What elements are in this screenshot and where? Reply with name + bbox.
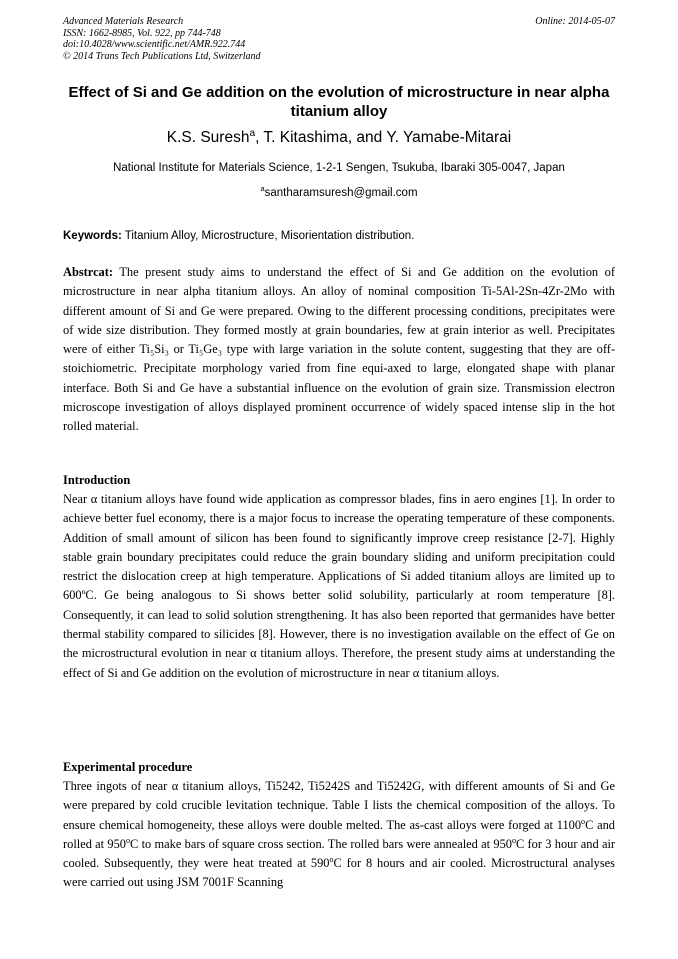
author-1: K.S. Suresh [166, 129, 250, 146]
journal-copyright: © 2014 Trans Tech Publications Ltd, Switzerland [63, 50, 261, 62]
degree-mark: o [511, 835, 516, 845]
author-email [40, 186, 638, 200]
paper-title: Effect of Si and Ge addition on the evolution of microstructure in near alpha titanium alloy [68, 84, 610, 120]
exp-part-2: C and rolled at 950 [63, 817, 615, 851]
exp-part-1: Three ingots of near α titanium alloys, Ti5242, Ti5242S and Ti5242G, with different amounts of Si and Ge were prepared by cold crucible levitation technique. Table I lists the chemical composition of the alloys. To ensure chemical homogeneity, these alloys were double melted. The as-cast alloys were forged at 1100 [63, 779, 615, 832]
experimental-heading: Experimental procedure [63, 760, 193, 774]
degree-mark: o [329, 855, 334, 865]
abstract [63, 263, 615, 437]
exp-part-5: C for 8 hours and air cooled. Microstructural analyses were carried out using JSM 7001F Scanning [63, 856, 615, 890]
author-1-affil-mark: a [249, 127, 256, 139]
keywords-label: Keywords: [63, 230, 122, 242]
degree-mark: o [126, 835, 131, 845]
affiliation: National Institute for Materials Science, 1-2-1 Sengen, Tsukuba, Ibaraki 305-0047, Japan [113, 162, 565, 174]
author-others: , T. Kitashima, and Y. Yamabe-Mitarai [255, 129, 512, 146]
introduction-text: Near α titanium alloys have found wide application as compressor blades, fins in aero engines [1]. In order to achieve better fuel economy, there is a major focus to increase the operating temperature of these components. Addition of small amount of silicon has been found to significantly improve creep resistance [2-7]. Highly stable grain boundary precipitates could reduce the grain boundary sliding and uniform precipitation could restrict the dislocation creep at high temperature. Applications of Si added titanium alloys are limited up to 600ºC. Ge being analogous to Si shows better solid solubility, particularly at room temperature [8]. Consequently, it can lead to solid solution strengthening. It has also been reported that germanides have better thermal stability compared to silicides [8]. However, there is no investigation available on the effect of Ge on the microstructural evolution in near α titanium alloys. Therefore, the present study aims at understanding the effect of Si and Ge addition on the evolution of microstructure in near α titanium alloys. [63, 492, 615, 680]
keywords-text: Titanium Alloy, Microstructure, Misorientation distribution. [121, 230, 415, 242]
abstract-text: The present study aims to understand the effect of Si and Ge addition on the evolution of microstructure in near alpha titanium alloys. An alloy of nominal composition Ti-5Al-2Sn-4Zr-2Mo with different amount of Si and Ge were prepared. Owing to the different processing conditions, precipitates were of wide size distribution. They formed mostly at grain boundaries, few at grain interior as well. Precipitates were of either Ti₅Si₃ or Ti₅Ge₃ type with large variation in the solute content, suggesting that they are off-stoichiometric. Precipitate morphology varied from fine equi-axed to large, elongated shape with planar interface. Both Si and Ge have a substantial influence on the evolution of grain size. Transmission electron microscope investigation of alloys displayed prominent occurrence of widely spaced intense slip in the hot rolled material. [63, 265, 615, 434]
exp-part-4: C for 3 hour and air cooled. Subsequently, they were heat treated at 590 [63, 836, 616, 871]
journal-name: Advanced Materials Research [63, 16, 184, 27]
email-affil-mark: a [260, 184, 265, 194]
experimental-text [63, 777, 615, 893]
journal-issn: ISSN: 1662-8985, Vol. 922, pp 744-748 [63, 27, 221, 39]
keywords [63, 229, 615, 243]
online-date: Online: 2014-05-07 [535, 16, 615, 27]
degree-mark: o [581, 816, 586, 826]
email-address: santharamsuresh@gmail.com [264, 187, 418, 199]
abstract-label: Abstrcat: [63, 265, 114, 279]
introduction-heading: Introduction [63, 473, 131, 487]
journal-header [63, 16, 261, 62]
paper-authors [40, 128, 638, 148]
exp-part-3: C to make bars of square cross section. The rolled bars were annealed at 950 [130, 836, 512, 851]
journal-doi: doi:10.4028/www.scientific.net/AMR.922.744 [63, 39, 246, 50]
